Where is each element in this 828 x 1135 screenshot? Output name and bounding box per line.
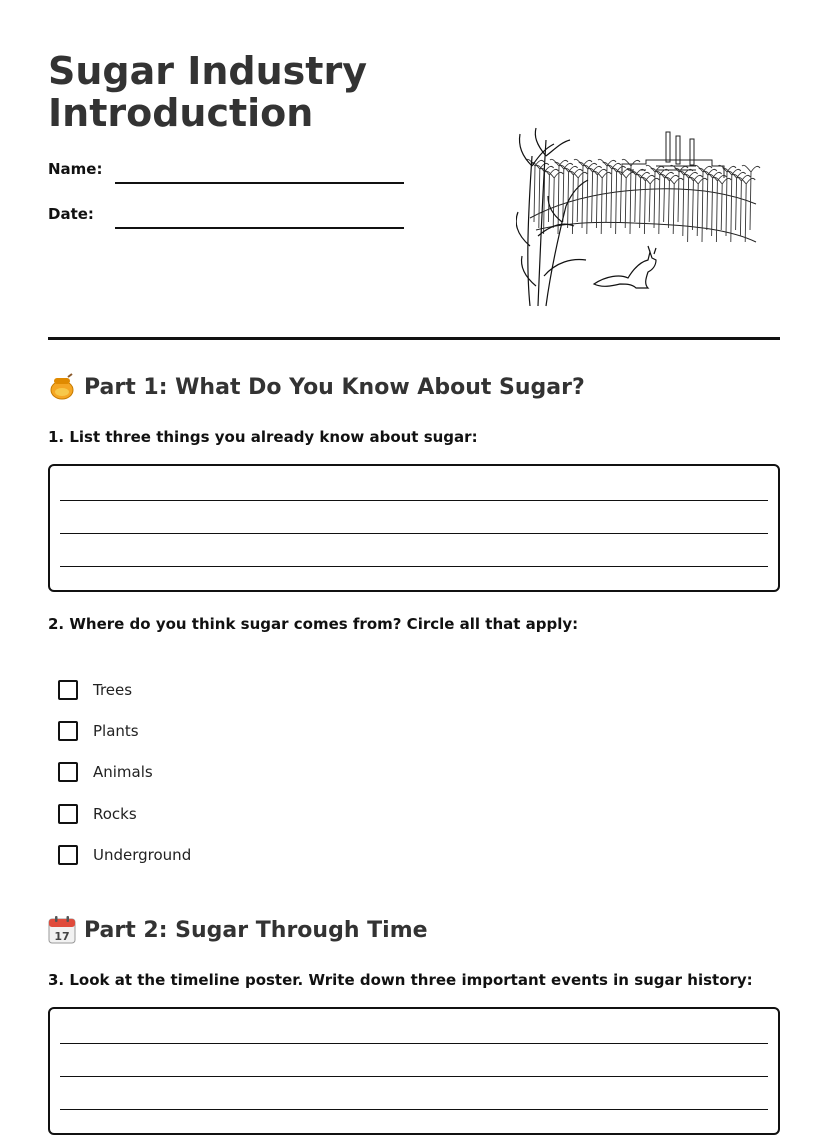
- honey-pot-icon: [48, 373, 76, 401]
- date-field: [48, 205, 408, 235]
- calendar-icon: [48, 916, 76, 944]
- date-label: Date:: [48, 205, 94, 223]
- answer-line[interactable]: [60, 1043, 768, 1044]
- cane-stalk: [636, 174, 654, 234]
- cane-stalk: [588, 168, 606, 228]
- checkbox[interactable]: [58, 762, 78, 782]
- checkbox[interactable]: [58, 804, 78, 824]
- title-line-1: Sugar Industry: [48, 49, 367, 93]
- option-label: Animals: [93, 763, 153, 781]
- part2-heading-text: Part 2: Sugar Through Time: [84, 917, 428, 943]
- question-2: 2. Where do you think sugar comes from? Circle all that apply:: [48, 615, 579, 633]
- option-rocks[interactable]: [58, 802, 137, 826]
- cane-stalk: [608, 165, 626, 234]
- checkbox[interactable]: [58, 721, 78, 741]
- option-trees[interactable]: [58, 678, 132, 702]
- name-input-line[interactable]: [115, 182, 404, 184]
- cane-stalk: [680, 171, 698, 242]
- calendar-day: 17: [54, 930, 70, 943]
- page-title: [48, 50, 448, 134]
- question-3: 3. Look at the timeline poster. Write down three important events in sugar history:: [48, 971, 753, 989]
- answer-box-q1[interactable]: [48, 464, 780, 592]
- checkbox[interactable]: [58, 845, 78, 865]
- answer-box-q3[interactable]: [48, 1007, 780, 1135]
- option-animals[interactable]: [58, 760, 153, 784]
- part1-heading-text: Part 1: What Do You Know About Sugar?: [84, 374, 585, 400]
- option-label: Rocks: [93, 805, 137, 823]
- title-line-2: Introduction: [48, 91, 314, 135]
- date-input-line[interactable]: [115, 227, 404, 229]
- answer-line[interactable]: [60, 1076, 768, 1077]
- cane-stalk: [593, 171, 611, 234]
- name-label: Name:: [48, 160, 103, 178]
- cane-stalk: [531, 162, 549, 228]
- cane-stalk: [713, 177, 731, 230]
- checkbox[interactable]: [58, 680, 78, 700]
- option-label: Underground: [93, 846, 192, 864]
- cane-stalk: [536, 165, 554, 234]
- part1-heading: [48, 373, 585, 401]
- cane-stalk: [704, 171, 722, 236]
- question-1: 1. List three things you already know about sugar:: [48, 428, 478, 446]
- option-underground[interactable]: [58, 843, 191, 867]
- cane-stalk: [569, 171, 587, 222]
- cane-stalk: [641, 177, 659, 222]
- answer-line[interactable]: [60, 533, 768, 534]
- answer-line[interactable]: [60, 500, 768, 501]
- cane-stalk: [603, 162, 621, 228]
- answer-line[interactable]: [60, 1109, 768, 1110]
- cane-stalk: [617, 171, 635, 228]
- cane-stalk: [737, 177, 755, 242]
- cane-stalk: [723, 168, 741, 242]
- part2-heading: [48, 916, 428, 944]
- cane-stalk: [742, 165, 760, 230]
- sugarcane-field-illustration: [516, 126, 766, 308]
- cane-stalk: [574, 159, 592, 228]
- header-divider: [48, 337, 780, 340]
- name-field: [48, 160, 408, 190]
- answer-line[interactable]: [60, 566, 768, 567]
- option-label: Trees: [93, 681, 133, 699]
- cane-stalk: [732, 174, 750, 236]
- option-plants[interactable]: [58, 719, 139, 743]
- option-label: Plants: [93, 722, 139, 740]
- cane-stalk: [718, 165, 736, 236]
